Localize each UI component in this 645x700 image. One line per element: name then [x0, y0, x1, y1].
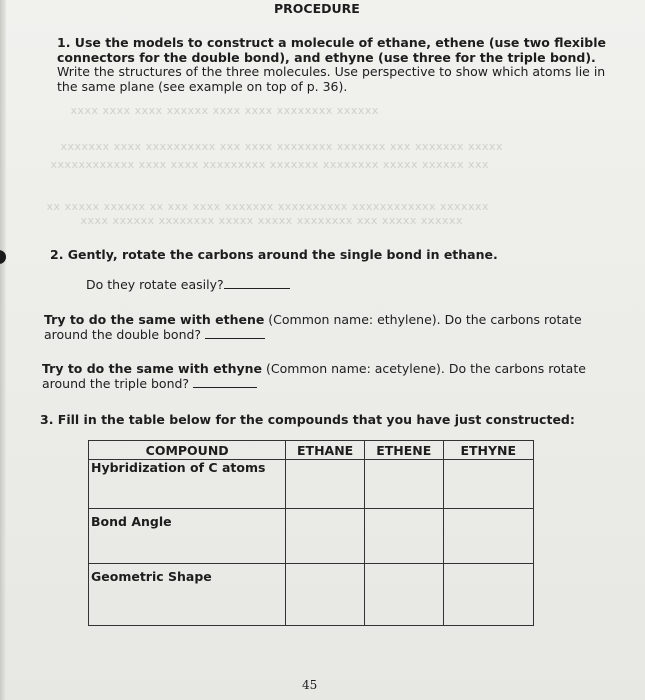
cell-ethene-hybridization[interactable] — [364, 460, 443, 509]
question-3-title: 3. Fill in the table below for the compounds that you have just constructed: — [40, 412, 575, 427]
question-1-line: connectors for the double bond), and ethyne (use three for the triple bond). — [57, 49, 596, 65]
cell-ethyne-shape[interactable] — [443, 563, 533, 625]
row-label-bond-angle: Bond Angle — [89, 509, 286, 563]
ethyne-question-line2: around the triple bond? — [42, 375, 190, 391]
page-number: 45 — [302, 678, 318, 692]
ethene-question-line2: around the double bond? — [44, 326, 202, 342]
table-row — [89, 460, 534, 509]
page-edge-shadow — [0, 0, 6, 700]
rotate-question-text: Do they rotate easily? — [86, 277, 224, 292]
cell-ethane-hybridization[interactable] — [286, 460, 365, 509]
answer-blank[interactable] — [193, 387, 257, 388]
cell-ethyne-hybridization[interactable] — [443, 460, 533, 509]
compound-table — [88, 440, 534, 626]
table-header-row — [89, 441, 534, 460]
ethene-question-rest: (Common name: ethylene). Do the carbons rotate — [264, 312, 582, 327]
answer-blank[interactable] — [205, 338, 265, 339]
bleed-through-text: xxxxxx xxxxxxxx xxxx xxxx xxxxxx xxxx xxxx xxxx — [70, 104, 379, 117]
header-ethane: ETHANE — [286, 441, 365, 460]
cell-ethyne-bond-angle[interactable] — [443, 509, 533, 563]
page-title: PROCEDURE — [274, 1, 360, 16]
row-label-hybridization: Hybridization of C atoms — [89, 460, 286, 509]
question-1-line: the same plane (see example on top of p. 36). — [57, 78, 348, 94]
header-ethene: ETHENE — [364, 441, 443, 460]
bleed-through-text: xxx xxxxxx xxxxx xxxxxxxx xxxxxxx xxxxxxxxx xxxx xxxx xxxxxxxxxxxx — [50, 158, 489, 171]
question-2-title: 2. Gently, rotate the carbons around the single bond in ethane. — [50, 247, 498, 262]
ethyne-question — [42, 362, 586, 391]
ethene-question — [44, 313, 582, 342]
ethene-question-bold: Try to do the same with ethene — [44, 312, 265, 327]
ethyne-question-rest: (Common name: acetylene). Do the carbons rotate — [262, 361, 586, 376]
ethyne-question-bold: Try to do the same with ethyne — [42, 361, 262, 376]
row-label-geometric-shape: Geometric Shape — [89, 563, 286, 625]
bleed-through-text: xxxxxx xxxxx xxx xxxxxxxx xxxxx xxxxx xxxxxxxx xxxxxx xxxx — [80, 214, 463, 227]
cell-ethane-bond-angle[interactable] — [286, 509, 365, 563]
question-1-line: 1. Use the models to construct a molecule of ethane, ethene (use two flexible — [57, 35, 606, 50]
question-1-line: Write the structures of the three molecules. Use perspective to show which atoms lie in — [57, 64, 606, 79]
header-ethyne: ETHYNE — [443, 441, 533, 460]
table-row — [89, 563, 534, 625]
cell-ethene-shape[interactable] — [364, 563, 443, 625]
question-1 — [57, 36, 606, 94]
table-row — [89, 509, 534, 563]
cell-ethane-shape[interactable] — [286, 563, 365, 625]
rotate-question — [86, 277, 290, 292]
bleed-through-text: xxxxxxx xxxxxxxxxxxx xxxxxxxxxx xxxxxxx xxxx xxx xx xxxxxx xxxxx xx — [46, 200, 489, 213]
header-compound: COMPOUND — [89, 441, 286, 460]
answer-blank[interactable] — [224, 288, 290, 289]
cell-ethene-bond-angle[interactable] — [364, 509, 443, 563]
bleed-through-text: xxxxx xxxxxxx xxx xxxxxxx xxxxxxxx xxxx xxx xxxxxxxxxx xxxx xxxxxxx — [60, 140, 503, 153]
